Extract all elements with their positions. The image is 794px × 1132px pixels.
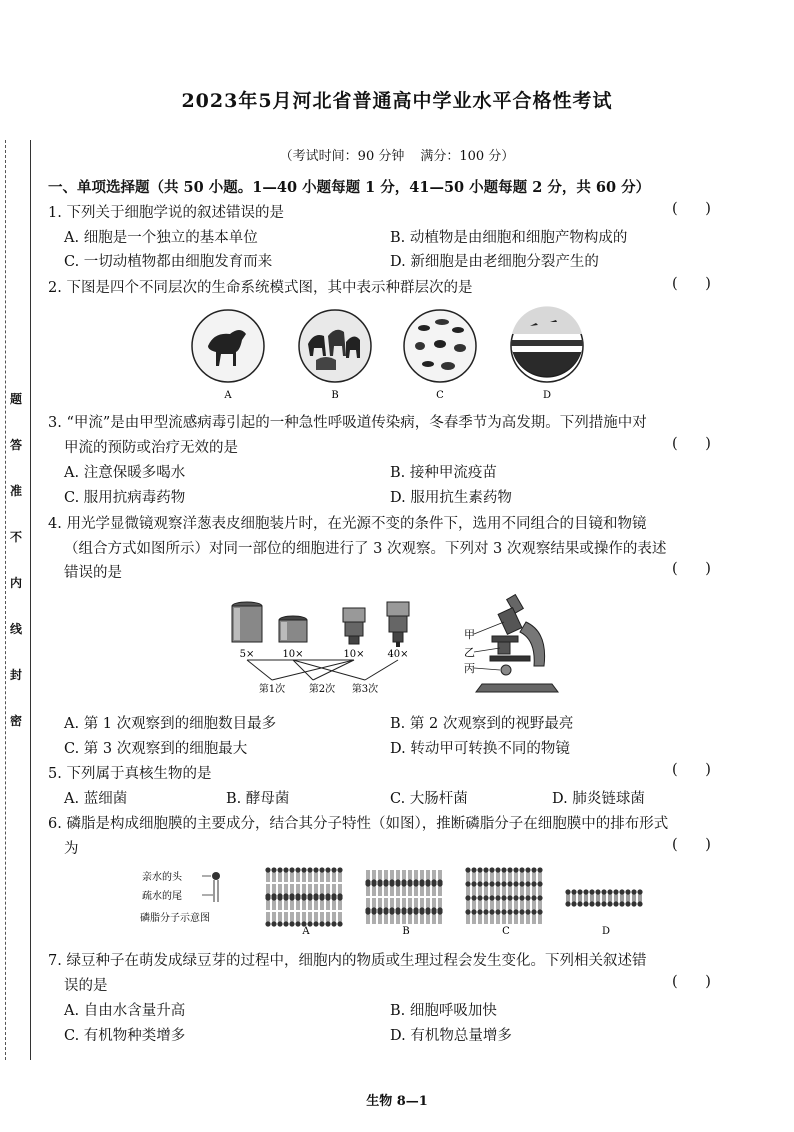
phospholipid-glyph [431,881,436,896]
phospholipid-glyph [531,895,536,910]
phospholipid-glyph [377,881,382,896]
phospholipid-glyph [513,909,518,924]
phospholipid-glyph [507,909,512,924]
q5-stem: 5. 下列属于真核生物的是 [48,766,212,782]
eyepiece-5x [232,602,262,642]
lens-combination-figure [225,594,425,700]
scope-label-bing: 丙 [464,662,475,675]
membrane-option-d [565,889,642,906]
exam-score: 满分：100 分） [420,149,515,164]
phospholipid-glyph [425,909,430,924]
phospholipid-glyph [283,895,288,910]
q4-stem-line2: （组合方式如图所示）对同一部位的细胞进行了 3 次观察。下列对 3 次观察结果或操作的表述 [64,541,667,557]
phospholipid-glyph [289,912,294,927]
membrane-option-a [265,867,342,926]
seal-char: 线 [10,622,23,636]
seal-char: 密 [10,714,23,728]
phospholipid-glyph [489,909,494,924]
objective-40x [387,602,409,647]
scope-label-jia: 甲 [464,628,475,641]
q1-stem: 1. 下列关于细胞学说的叙述错误的是 [48,205,284,221]
lens-label: 10× [343,649,365,660]
figure-label-d: D [542,390,552,400]
page-footer: 生物 8—1 [366,1094,428,1109]
phospholipid-glyph [383,881,388,896]
membrane-label-c: C [502,926,510,936]
figure-b-population [299,310,371,382]
phospholipid-glyph [419,881,424,896]
phospholipid-glyph [471,867,476,882]
membrane-label-d: D [601,926,611,936]
phospholipid-glyph [483,867,488,882]
phospholipid-glyph [401,909,406,924]
phospholipid-glyph [377,909,382,924]
observation-label: 第2次 [308,684,336,695]
seal-char: 题 [10,392,23,406]
phospholipid-glyph [531,909,536,924]
phospholipid-glyph [465,867,470,882]
phospholipid-glyph [465,895,470,910]
combination-lines [247,660,398,680]
phospholipid-glyph [319,912,324,927]
q3-stem-line2: 甲流的预防或治疗无效的是 [64,440,238,456]
phospholipid-molecule-icon [202,872,220,902]
phospholipid-glyph [401,881,406,896]
phospholipid-glyph [307,867,312,882]
phospholipid-glyph [271,912,276,927]
phospholipid-glyph [507,895,512,910]
q7-option-b[interactable]: B. 细胞呼吸加快 [390,1003,497,1019]
phospholipid-glyph [325,912,330,927]
seal-char: 不 [10,530,23,544]
phospholipid-glyph [483,895,488,910]
membrane-label-a: A [302,926,310,936]
phospholipid-glyph [295,867,300,882]
figure-c-community [404,310,476,382]
phospholipid-glyph [537,909,542,924]
phospholipid-glyph [395,881,400,896]
q5-option-d[interactable]: D. 肺炎链球菌 [552,791,645,807]
phospholipid-glyph [495,909,500,924]
phospholipid-glyph [477,867,482,882]
phospholipid-glyph [313,895,318,910]
phospholipid-glyph [407,881,412,896]
phospholipid-glyph [337,912,342,927]
exam-time: （考试时间：90 分钟 [279,149,405,164]
phospholipid-glyph [301,895,306,910]
phospholipid-glyph [513,867,518,882]
phospholipid-glyph [471,909,476,924]
figure-a-individual [192,310,264,382]
phospholipid-glyph [519,867,524,882]
phospholipid-glyph [507,867,512,882]
q7-option-c[interactable]: C. 有机物种类增多 [64,1028,186,1044]
phospholipid-glyph [313,867,318,882]
phospholipid-glyph [271,895,276,910]
phospholipid-glyph [331,912,336,927]
figure-d-ecosystem [511,306,583,382]
phospholipid-glyph [525,895,530,910]
phospholipid-glyph [307,912,312,927]
scope-label-yi: 乙 [464,646,475,659]
binding-margin [0,140,36,1060]
q4-option-c[interactable]: C. 第 3 次观察到的细胞最大 [64,741,248,757]
phospholipid-figure [140,862,660,936]
phospholipid-glyph [477,909,482,924]
phospholipid-glyph [307,895,312,910]
phospholipid-glyph [295,895,300,910]
phospholipid-glyph [525,909,530,924]
phospholipid-glyph [265,867,270,882]
seal-char: 准 [10,484,23,498]
life-levels-figure [190,306,610,400]
lens-label: 10× [282,649,304,660]
cut-line [5,140,6,1060]
phospholipid-glyph [383,909,388,924]
eyepiece-10x [279,616,307,642]
figure-label-c: C [436,390,444,400]
q1-option-d[interactable]: D. 新细胞是由老细胞分裂产生的 [390,254,599,270]
phospholipid-glyph [331,895,336,910]
phospholipid-glyph [419,909,424,924]
q7-stem-line2: 误的是 [64,978,108,994]
membrane-option-b [365,870,442,924]
q6-stem-line2: 为 [64,841,79,857]
q4-stem-line1: 4. 用光学显微镜观察洋葱表皮细胞装片时，在光源不变的条件下，选用不同组合的目镜和物镜 [48,516,647,532]
phospholipid-glyph [301,867,306,882]
phospholipid-glyph [519,881,524,896]
phospholipid-glyph [277,895,282,910]
phospholipid-glyph [507,881,512,896]
seal-char: 答 [10,438,23,452]
phospholipid-glyph [371,909,376,924]
exam-title: 2023年5月河北省普通高中学业水平合格性考试 [181,90,613,112]
phospholipid-glyph [271,867,276,882]
q6-answer-bracket[interactable]: ( ) [672,837,711,853]
seal-char: 内 [10,576,23,590]
q5-option-a[interactable]: A. 蓝细菌 [64,791,128,807]
q3-option-a[interactable]: A. 注意保暖多喝水 [64,465,186,481]
phospholipid-glyph [489,895,494,910]
q7-answer-bracket[interactable]: ( ) [672,974,711,990]
objective-10x [343,608,365,644]
phospholipid-glyph [519,895,524,910]
phospholipid-glyph [265,912,270,927]
phospholipid-glyph [337,867,342,882]
q3-option-b[interactable]: B. 接种甲流疫苗 [390,465,497,481]
hydrophilic-head-label: 亲水的头 [142,872,182,883]
hydrophobic-tail-label: 疏水的尾 [142,891,182,902]
phospholipid-glyph [471,895,476,910]
phospholipid-glyph [501,881,506,896]
phospholipid-glyph [513,881,518,896]
q2-answer-bracket[interactable]: ( ) [672,276,711,292]
q7-stem-line1: 7. 绿豆种子在萌发成绿豆芽的过程中，细胞内的物质或生理过程会发生变化。下列相关叙述错 [48,953,647,969]
phospholipid-glyph [301,912,306,927]
phospholipid-glyph [365,909,370,924]
q3-answer-bracket[interactable]: ( ) [672,436,711,452]
phospholipid-glyph [501,895,506,910]
phospholipid-glyph [365,881,370,896]
phospholipid-glyph [337,895,342,910]
phospholipid-glyph [477,895,482,910]
phospholipid-glyph [525,867,530,882]
seal-char: 封 [10,668,23,682]
phospholipid-glyph [465,881,470,896]
phospholipid-caption: 磷脂分子示意图 [140,913,210,924]
phospholipid-glyph [283,867,288,882]
phospholipid-glyph [489,867,494,882]
phospholipid-glyph [501,909,506,924]
phospholipid-glyph [319,895,324,910]
phospholipid-glyph [289,867,294,882]
phospholipid-glyph [407,909,412,924]
microscope-figure [462,592,572,696]
phospholipid-glyph [483,909,488,924]
phospholipid-glyph [525,881,530,896]
phospholipid-glyph [265,895,270,910]
phospholipid-glyph [389,881,394,896]
phospholipid-glyph [495,867,500,882]
lens-label: 40× [387,649,409,660]
q3-stem-line1: 3. “甲流”是由甲型流感病毒引起的一种急性呼吸道传染病，冬春季节为高发期。下列措施中对 [48,415,647,431]
phospholipid-glyph [331,867,336,882]
phospholipid-glyph [489,881,494,896]
phospholipid-glyph [465,909,470,924]
q5-option-b[interactable]: B. 酵母菌 [226,791,290,807]
q7-option-a[interactable]: A. 自由水含量升高 [64,1003,186,1019]
phospholipid-glyph [537,881,542,896]
phospholipid-glyph [313,912,318,927]
q4-option-b[interactable]: B. 第 2 次观察到的视野最亮 [390,716,574,732]
exam-meta [0,145,794,164]
phospholipid-glyph [371,881,376,896]
membrane-option-c [465,867,542,924]
phospholipid-glyph [295,912,300,927]
q1-option-a[interactable]: A. 细胞是一个独立的基本单位 [64,230,258,246]
phospholipid-glyph [413,909,418,924]
lens-label: 5× [239,649,255,660]
phospholipid-glyph [531,867,536,882]
phospholipid-glyph [431,909,436,924]
phospholipid-glyph [519,909,524,924]
q3-option-d[interactable]: D. 服用抗生素药物 [390,490,512,506]
phospholipid-glyph [537,867,542,882]
observation-label: 第3次 [351,684,379,695]
q1-answer-bracket[interactable]: ( ) [672,201,711,217]
q3-option-c[interactable]: C. 服用抗病毒药物 [64,490,186,506]
phospholipid-glyph [471,881,476,896]
phospholipid-glyph [483,881,488,896]
section-heading: 一、单项选择题（共 50 小题。1—40 小题每题 1 分，41—50 小题每题 2 分，共 60 分） [48,179,651,196]
phospholipid-glyph [495,895,500,910]
q5-answer-bracket[interactable]: ( ) [672,762,711,778]
figure-label-b: B [331,390,339,400]
phospholipid-glyph [277,867,282,882]
phospholipid-glyph [289,895,294,910]
q5-option-c[interactable]: C. 大肠杆菌 [390,791,468,807]
q2-stem: 2. 下图是四个不同层次的生命系统模式图，其中表示种群层次的是 [48,280,473,296]
membrane-label-b: B [402,926,410,936]
observation-label: 第1次 [258,684,286,695]
microscope-icon [474,595,558,692]
phospholipid-glyph [395,909,400,924]
phospholipid-glyph [477,881,482,896]
q1-option-c[interactable]: C. 一切动植物都由细胞发育而来 [64,254,273,270]
phospholipid-glyph [325,895,330,910]
q4-answer-bracket[interactable]: ( ) [672,561,711,577]
phospholipid-glyph [495,881,500,896]
phospholipid-glyph [531,881,536,896]
phospholipid-glyph [537,895,542,910]
phospholipid-glyph [425,881,430,896]
phospholipid-glyph [277,912,282,927]
phospholipid-glyph [437,881,442,896]
phospholipid-glyph [389,909,394,924]
phospholipid-glyph [501,867,506,882]
q4-option-a[interactable]: A. 第 1 次观察到的细胞数目最多 [64,716,277,732]
phospholipid-glyph [513,895,518,910]
q1-option-b[interactable]: B. 动植物是由细胞和细胞产物构成的 [390,230,628,246]
phospholipid-glyph [413,881,418,896]
q4-stem-line3: 错误的是 [64,565,122,581]
phospholipid-glyph [437,909,442,924]
phospholipid-glyph [283,912,288,927]
seal-line [30,140,31,1060]
phospholipid-glyph [319,867,324,882]
q6-stem-line1: 6. 磷脂是构成细胞膜的主要成分，结合其分子特性（如图），推断磷脂分子在细胞膜中的排布形式 [48,816,669,832]
q4-option-d[interactable]: D. 转动甲可转换不同的物镜 [390,741,570,757]
phospholipid-glyph [325,867,330,882]
q7-option-d[interactable]: D. 有机物总量增多 [390,1028,512,1044]
figure-label-a: A [224,390,232,400]
